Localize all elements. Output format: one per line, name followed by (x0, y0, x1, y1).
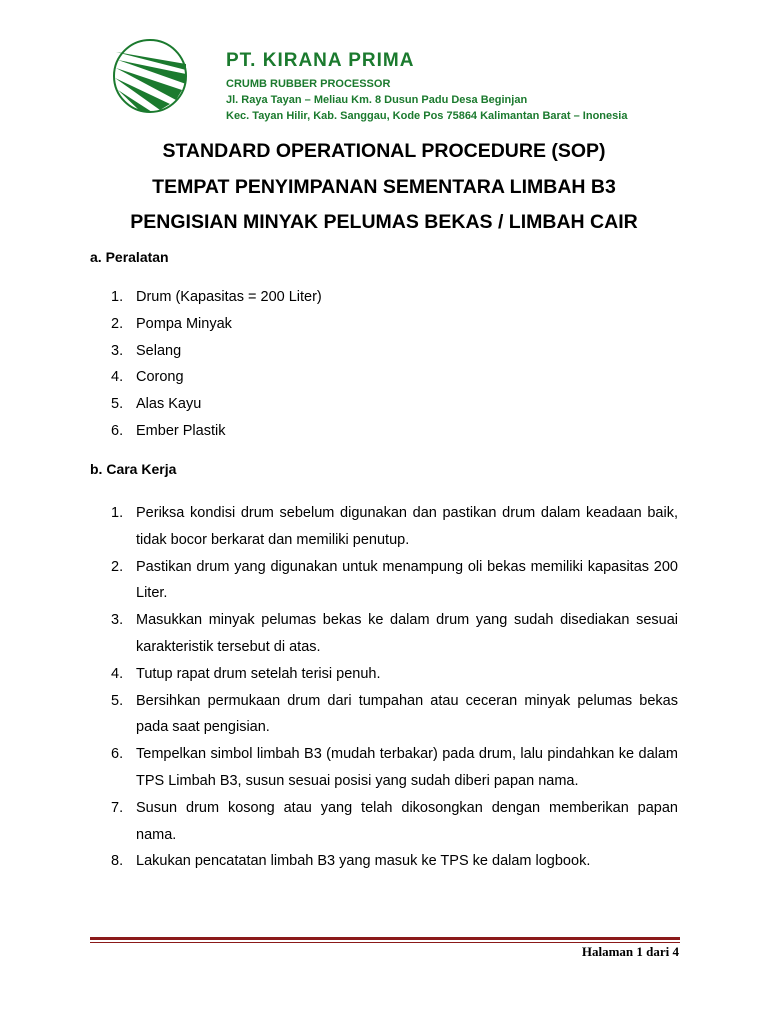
company-address-line1: Jl. Raya Tayan – Meliau Km. 8 Dusun Padu Desa Beginjan (226, 94, 528, 106)
footer-divider-thin (90, 942, 680, 943)
document-title-line2: TEMPAT PENYIMPANAN SEMENTARA LIMBAH B3 (152, 176, 616, 198)
list-item-text: Lakukan pencatatan limbah B3 yang masuk ke TPS ke dalam logbook. (136, 853, 591, 870)
list-item-number: 5. (111, 692, 124, 709)
list-item (90, 848, 678, 875)
list-item-text: Pastikan drum yang digunakan untuk menampung oli bekas memiliki kapasitas 200 Liter. (136, 558, 678, 602)
list-item-number: 7. (111, 799, 124, 816)
list-item-number: 5. (111, 396, 124, 413)
list-item-text: Tempelkan simbol limbah B3 (mudah terbakar) pada drum, lalu pindahkan ke dalam TPS Limbah B3, susun sesuai posisi yang sudah diberi papan nama. (136, 746, 678, 789)
list-item-text: Alas Kayu (136, 396, 202, 413)
footer-divider (90, 937, 680, 940)
list-item-text: Drum (Kapasitas = 200 Liter) (136, 289, 322, 305)
list-item-text: Tutup rapat drum setelah terisi penuh. (136, 665, 381, 682)
company-name: PT. KIRANA PRIMA (226, 50, 415, 71)
list-item (90, 607, 678, 661)
section-heading-peralatan: a. Peralatan (90, 249, 169, 265)
list-item (90, 795, 678, 849)
list-item-text: Periksa kondisi drum sebelum digunakan dan pastikan drum dalam keadaan baik, tidak bocor berkarat dan memiliki penutup. (136, 505, 678, 548)
list-item-text: Bersihkan permukaan drum dari tumpahan atau ceceran minyak pelumas bekas pada saat pengisian. (136, 692, 678, 736)
list-item-text: Corong (136, 369, 184, 386)
list-item (90, 314, 678, 341)
list-item-number: 6. (111, 746, 124, 763)
list-item-text: Susun drum kosong atau yang telah dikosongkan dengan memberikan papan nama. (136, 799, 678, 843)
company-subtitle: CRUMB RUBBER PROCESSOR (226, 78, 391, 90)
company-address-line2: Kec. Tayan Hilir, Kab. Sanggau, Kode Pos 75864 Kalimantan Barat – Inonesia (226, 110, 628, 122)
list-item-text: Masukkan minyak pelumas bekas ke dalam drum yang sudah disediakan sesuai karakteristik tersebut di atas. (136, 612, 678, 655)
document-title-line3: PENGISIAN MINYAK PELUMAS BEKAS / LIMBAH CAIR (130, 211, 638, 233)
list-item (90, 500, 678, 554)
list-item (90, 287, 678, 314)
list-item (90, 554, 678, 608)
list-item-text: Ember Plastik (136, 422, 226, 439)
document-title-line1: STANDARD OPERATIONAL PROCEDURE (SOP) (162, 140, 606, 162)
procedure-list (90, 500, 678, 875)
list-item-number: 6. (111, 422, 124, 439)
list-item (90, 661, 678, 688)
list-item-number: 3. (111, 612, 124, 629)
list-item (90, 421, 678, 448)
section-heading-cara-kerja: b. Cara Kerja (90, 461, 177, 477)
page-number: Halaman 1 dari 4 (581, 944, 679, 959)
equipment-list (90, 287, 678, 448)
list-item-number: 2. (111, 315, 124, 332)
list-item-number: 1. (111, 289, 124, 305)
list-item-number: 4. (111, 665, 124, 682)
list-item-number: 3. (111, 342, 124, 359)
list-item (90, 741, 678, 795)
list-item-text: Pompa Minyak (136, 315, 232, 332)
list-item (90, 394, 678, 421)
list-item-number: 2. (111, 558, 124, 575)
list-item-text: Selang (136, 342, 182, 359)
company-header (226, 50, 627, 124)
list-item-number: 1. (111, 505, 124, 521)
list-item (90, 367, 678, 394)
list-item-number: 8. (111, 853, 124, 870)
list-item-number: 4. (111, 369, 124, 386)
list-item (90, 341, 678, 368)
company-logo (112, 38, 188, 114)
list-item (90, 688, 678, 742)
